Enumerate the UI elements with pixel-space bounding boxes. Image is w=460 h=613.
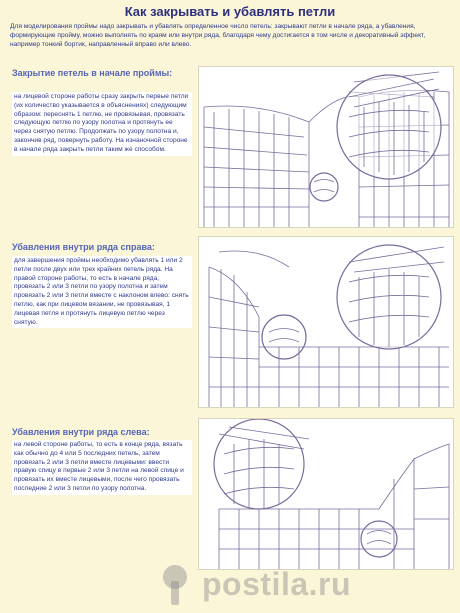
illustration-1 xyxy=(198,66,454,228)
section-2-body xyxy=(12,256,192,328)
section-1-text: на лицевой стороне работы сразу закрыть первые петли (их количество указывается в объяснениях) следующим образом: переснять 1 петлю, не провязывая, провязать следующую петлю по узору полотна и протянуть ее через снятую петлю. Продолжать по узору полотна и, закончив ряд, повернуть работу. На изнаночной стороне в начале ряда закрыть петли таким же способом. xyxy=(12,92,192,156)
section-3-text: на левой стороне работы, то есть в конце ряда, вязать как обычно до 4 или 5 последних петель, затем провязать 2 или 3 петли вместе лицевыми: ввести правую спицу в первые 2 или 3 петли на левой спице и провязать их вместе лицевыми, после чего провязать последние 2 или 3 петли по узору полотна. xyxy=(12,440,192,495)
knitting-diagram-left-decrease xyxy=(199,419,453,569)
watermark-text: postila.ru xyxy=(202,566,352,602)
section-1-heading: Закрытие петель в начале проймы: xyxy=(12,68,173,78)
knitting-diagram-bind-off xyxy=(199,67,453,227)
section-3-heading: Убавления внутри ряда слева: xyxy=(12,427,150,437)
section-2-text: для завершения проймы необходимо убавлять 1 или 2 петли после двух или трех крайних петель ряда. На правой стороне работы, то есть в начале ряда, провязать 2 или 3 петли по узору полотна и затем провязать 2 или 3 петли вместе с наклоном влево: снять петлю, как при лицевом вязании, не провязывая, 1 лицевая петля и протянуть лицевую петлю через снятую. xyxy=(12,256,192,328)
section-1-body xyxy=(12,92,192,156)
illustration-2 xyxy=(198,236,454,408)
pin-icon xyxy=(150,563,200,607)
section-3-body xyxy=(12,440,192,495)
knitting-diagram-right-decrease xyxy=(199,237,453,407)
intro-paragraph: Для моделирования проймы надо закрывать и убавлять определенное число петель: закрывают петли в начале ряда, а убавления, формирующие пройму, можно выполнять по краям или внутри ряда, благодаря чему достигается в том числе и декоративный эффект, например тонкий бортик, направленный вправо или влево. xyxy=(10,23,426,48)
illustration-3 xyxy=(198,418,454,570)
page-title: Как закрывать и убавлять петли xyxy=(124,4,336,19)
section-2-heading: Убавления внутри ряда справа: xyxy=(12,242,155,252)
